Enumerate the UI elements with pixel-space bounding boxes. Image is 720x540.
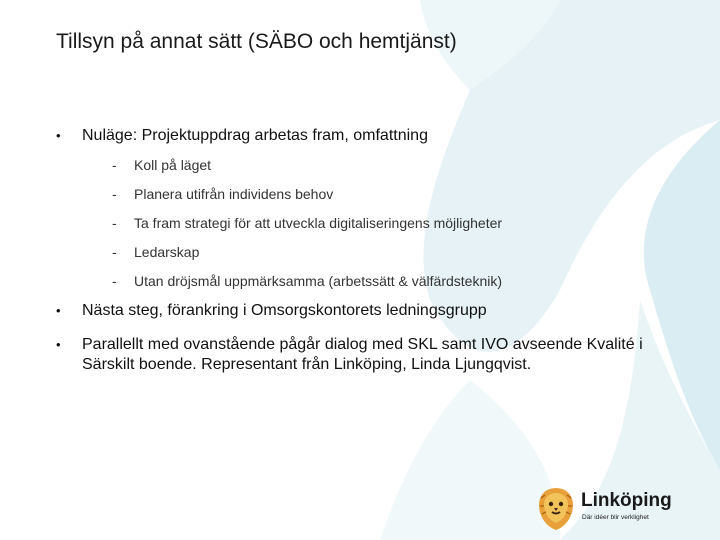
- dash-marker: -: [112, 215, 117, 231]
- linkoping-logo: [536, 486, 696, 532]
- logo-name: Linköping: [581, 490, 672, 511]
- sub-item-text: Ledarskap: [134, 244, 200, 260]
- slide-title: Tillsyn på annat sätt (SÄBO och hemtjänst): [56, 30, 457, 53]
- bullet-item-current-status: [56, 126, 686, 290]
- sub-item-text: Ta fram strategi för att utveckla digitaliseringens möjligheter: [134, 215, 503, 231]
- logo-tagline: Där idéer blir verklighet: [582, 514, 649, 521]
- bullet-text: Nuläge: Projektuppdrag arbetas fram, omfattning: [82, 127, 428, 144]
- bullet-text: Parallellt med ovanstående pågår dialog med SKL samt IVO avseende Kvalité i Särskilt boende. Representant från Linköping, Linda Ljungqvist.: [82, 336, 643, 373]
- sub-item-text: Planera utifrån individens behov: [134, 186, 334, 202]
- sub-item: [82, 214, 686, 232]
- sub-list: [82, 156, 686, 290]
- dash-marker: -: [112, 186, 117, 202]
- sub-item: [82, 243, 686, 261]
- bullet-marker: •: [56, 303, 61, 318]
- sub-item-text: Koll på läget: [134, 157, 212, 173]
- lion-crest-icon: [536, 486, 576, 532]
- dash-marker: -: [112, 157, 117, 173]
- bullet-marker: •: [56, 128, 61, 143]
- bullet-text: Nästa steg, förankring i Omsorgskontorets ledningsgrupp: [82, 302, 487, 319]
- sub-item: [82, 272, 686, 290]
- bullet-list: [56, 126, 686, 375]
- bullet-item-next-step: [56, 301, 686, 321]
- dash-marker: -: [112, 244, 117, 260]
- decor-shape-lower: [380, 380, 560, 540]
- dash-marker: -: [112, 273, 117, 289]
- bullet-item-parallel-dialog: [56, 335, 686, 375]
- bullet-marker: •: [56, 337, 61, 352]
- sub-item-text: Utan dröjsmål uppmärksamma (arbetssätt & välfärdsteknik): [134, 273, 503, 289]
- sub-item: [82, 185, 686, 203]
- sub-item: [82, 156, 686, 174]
